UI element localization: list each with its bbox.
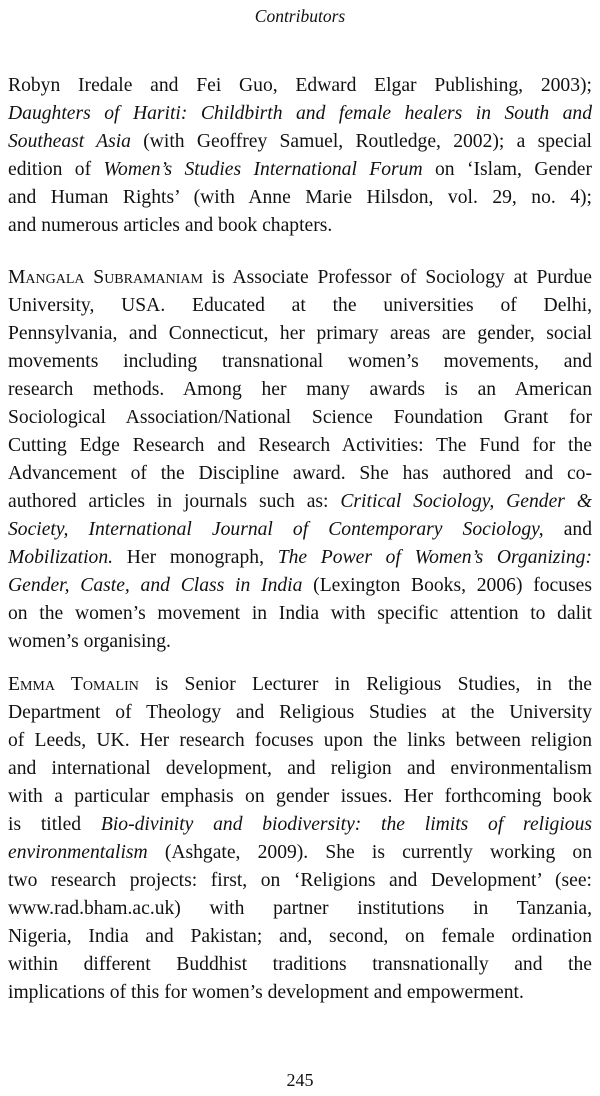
text-span: (with Geoffrey Samuel, Routledge, 2002); a special bbox=[130, 131, 592, 152]
italic-span: Mobilization. bbox=[8, 547, 114, 568]
text-line bbox=[8, 572, 592, 600]
text-line bbox=[8, 671, 592, 699]
running-head: Contributors bbox=[254, 6, 346, 26]
text-span: Nigeria, India and Pakistan; and, second, on female ordination bbox=[8, 926, 592, 947]
text-span: of Leeds, UK. Her research focuses upon the links between religion bbox=[8, 730, 592, 751]
text-line bbox=[8, 783, 592, 811]
text-line bbox=[8, 516, 592, 544]
text-line bbox=[8, 544, 592, 572]
text-line bbox=[8, 292, 592, 320]
italic-span: Critical Sociology, Gender & bbox=[340, 491, 592, 512]
text-line bbox=[8, 811, 592, 839]
text-span: within different Buddhist traditions transnationally and the bbox=[8, 954, 592, 975]
italic-span: Southeast Asia bbox=[8, 131, 131, 152]
text-line bbox=[8, 128, 592, 156]
text-span: authored articles in journals such as: bbox=[8, 491, 341, 512]
text-span: (Lexington Books, 2006) focuses bbox=[302, 575, 592, 596]
text-line bbox=[8, 951, 592, 979]
text-line bbox=[8, 867, 592, 895]
text-span: University, USA. Educated at the universities of Delhi, bbox=[8, 295, 592, 316]
text-span: women’s organising. bbox=[8, 631, 171, 652]
text-span: and Human Rights’ (with Anne Marie Hilsdon, vol. 29, no. 4); bbox=[8, 187, 592, 208]
text-line bbox=[8, 488, 592, 516]
text-span: Her monograph, bbox=[113, 547, 278, 568]
text-line bbox=[8, 432, 592, 460]
text-line bbox=[8, 320, 592, 348]
text-line bbox=[8, 72, 592, 100]
contributor-bio-continued bbox=[8, 72, 592, 240]
text-line bbox=[8, 100, 592, 128]
text-span: on ‘Islam, Gender bbox=[422, 159, 593, 180]
text-span: and international development, and religion and environmentalism bbox=[8, 758, 592, 779]
italic-span: Bio-divinity and biodiversity: the limits of religious bbox=[100, 814, 592, 835]
text-span: is Associate Professor of Sociology at Purdue bbox=[202, 267, 592, 288]
text-line bbox=[8, 212, 592, 240]
text-line bbox=[8, 979, 592, 1007]
text-span: edition of bbox=[8, 159, 104, 180]
italic-span: Daughters of Hariti: Childbirth and female healers in South and bbox=[8, 103, 592, 124]
italic-span: The Power of Women’s Organizing: bbox=[277, 547, 592, 568]
text-span: with a particular emphasis on gender issues. Her forthcoming book bbox=[8, 786, 592, 807]
text-line bbox=[8, 727, 592, 755]
text-line bbox=[8, 264, 592, 292]
contributor-bio-tomalin bbox=[8, 671, 592, 1007]
text-line bbox=[8, 628, 592, 656]
text-span: and bbox=[543, 519, 592, 540]
text-span: Sociological Association/National Science Foundation Grant for bbox=[8, 407, 592, 428]
text-span: is Senior Lecturer in Religious Studies, in the bbox=[138, 674, 592, 695]
text-span: Advancement of the Discipline award. She has authored and co- bbox=[8, 463, 592, 484]
text-line bbox=[8, 839, 592, 867]
text-span: www.rad.bham.ac.uk) with partner institutions in Tanzania, bbox=[8, 898, 592, 919]
text-line bbox=[8, 156, 592, 184]
text-span: two research projects: first, on ‘Religions and Development’ (see: bbox=[8, 870, 592, 891]
author-name: Emma Tomalin bbox=[8, 674, 139, 695]
text-span: Cutting Edge Research and Research Activities: The Fund for the bbox=[8, 435, 592, 456]
italic-span: Women’s Studies International Forum bbox=[103, 159, 423, 180]
text-span: Pennsylvania, and Connecticut, her primary areas are gender, social bbox=[8, 323, 592, 344]
text-line bbox=[8, 600, 592, 628]
text-line bbox=[8, 376, 592, 404]
text-line bbox=[8, 699, 592, 727]
text-span: and numerous articles and book chapters. bbox=[8, 215, 333, 236]
text-span: is titled bbox=[8, 814, 101, 835]
italic-span: environmentalism bbox=[8, 842, 148, 863]
italic-span: Society, International Journal of Contemporary Sociology, bbox=[8, 519, 544, 540]
text-line bbox=[8, 460, 592, 488]
text-line bbox=[8, 404, 592, 432]
text-span: on the women’s movement in India with specific attention to dalit bbox=[8, 603, 592, 624]
text-line bbox=[8, 184, 592, 212]
text-span: Department of Theology and Religious Studies at the University bbox=[8, 702, 592, 723]
author-name: Mangala Subramaniam bbox=[8, 267, 203, 288]
contributor-bio-subramaniam bbox=[8, 264, 592, 656]
text-span: (Ashgate, 2009). She is currently working on bbox=[147, 842, 592, 863]
text-line bbox=[8, 895, 592, 923]
page-number: 245 bbox=[286, 1070, 314, 1090]
text-span: movements including transnational women’s movements, and bbox=[8, 351, 592, 372]
text-span: implications of this for women’s development and empowerment. bbox=[8, 982, 524, 1003]
text-line bbox=[8, 348, 592, 376]
text-line bbox=[8, 923, 592, 951]
italic-span: Gender, Caste, and Class in India bbox=[8, 575, 303, 596]
text-span: Robyn Iredale and Fei Guo, Edward Elgar Publishing, 2003); bbox=[8, 75, 592, 96]
text-line bbox=[8, 755, 592, 783]
text-span: research methods. Among her many awards is an American bbox=[8, 379, 592, 400]
